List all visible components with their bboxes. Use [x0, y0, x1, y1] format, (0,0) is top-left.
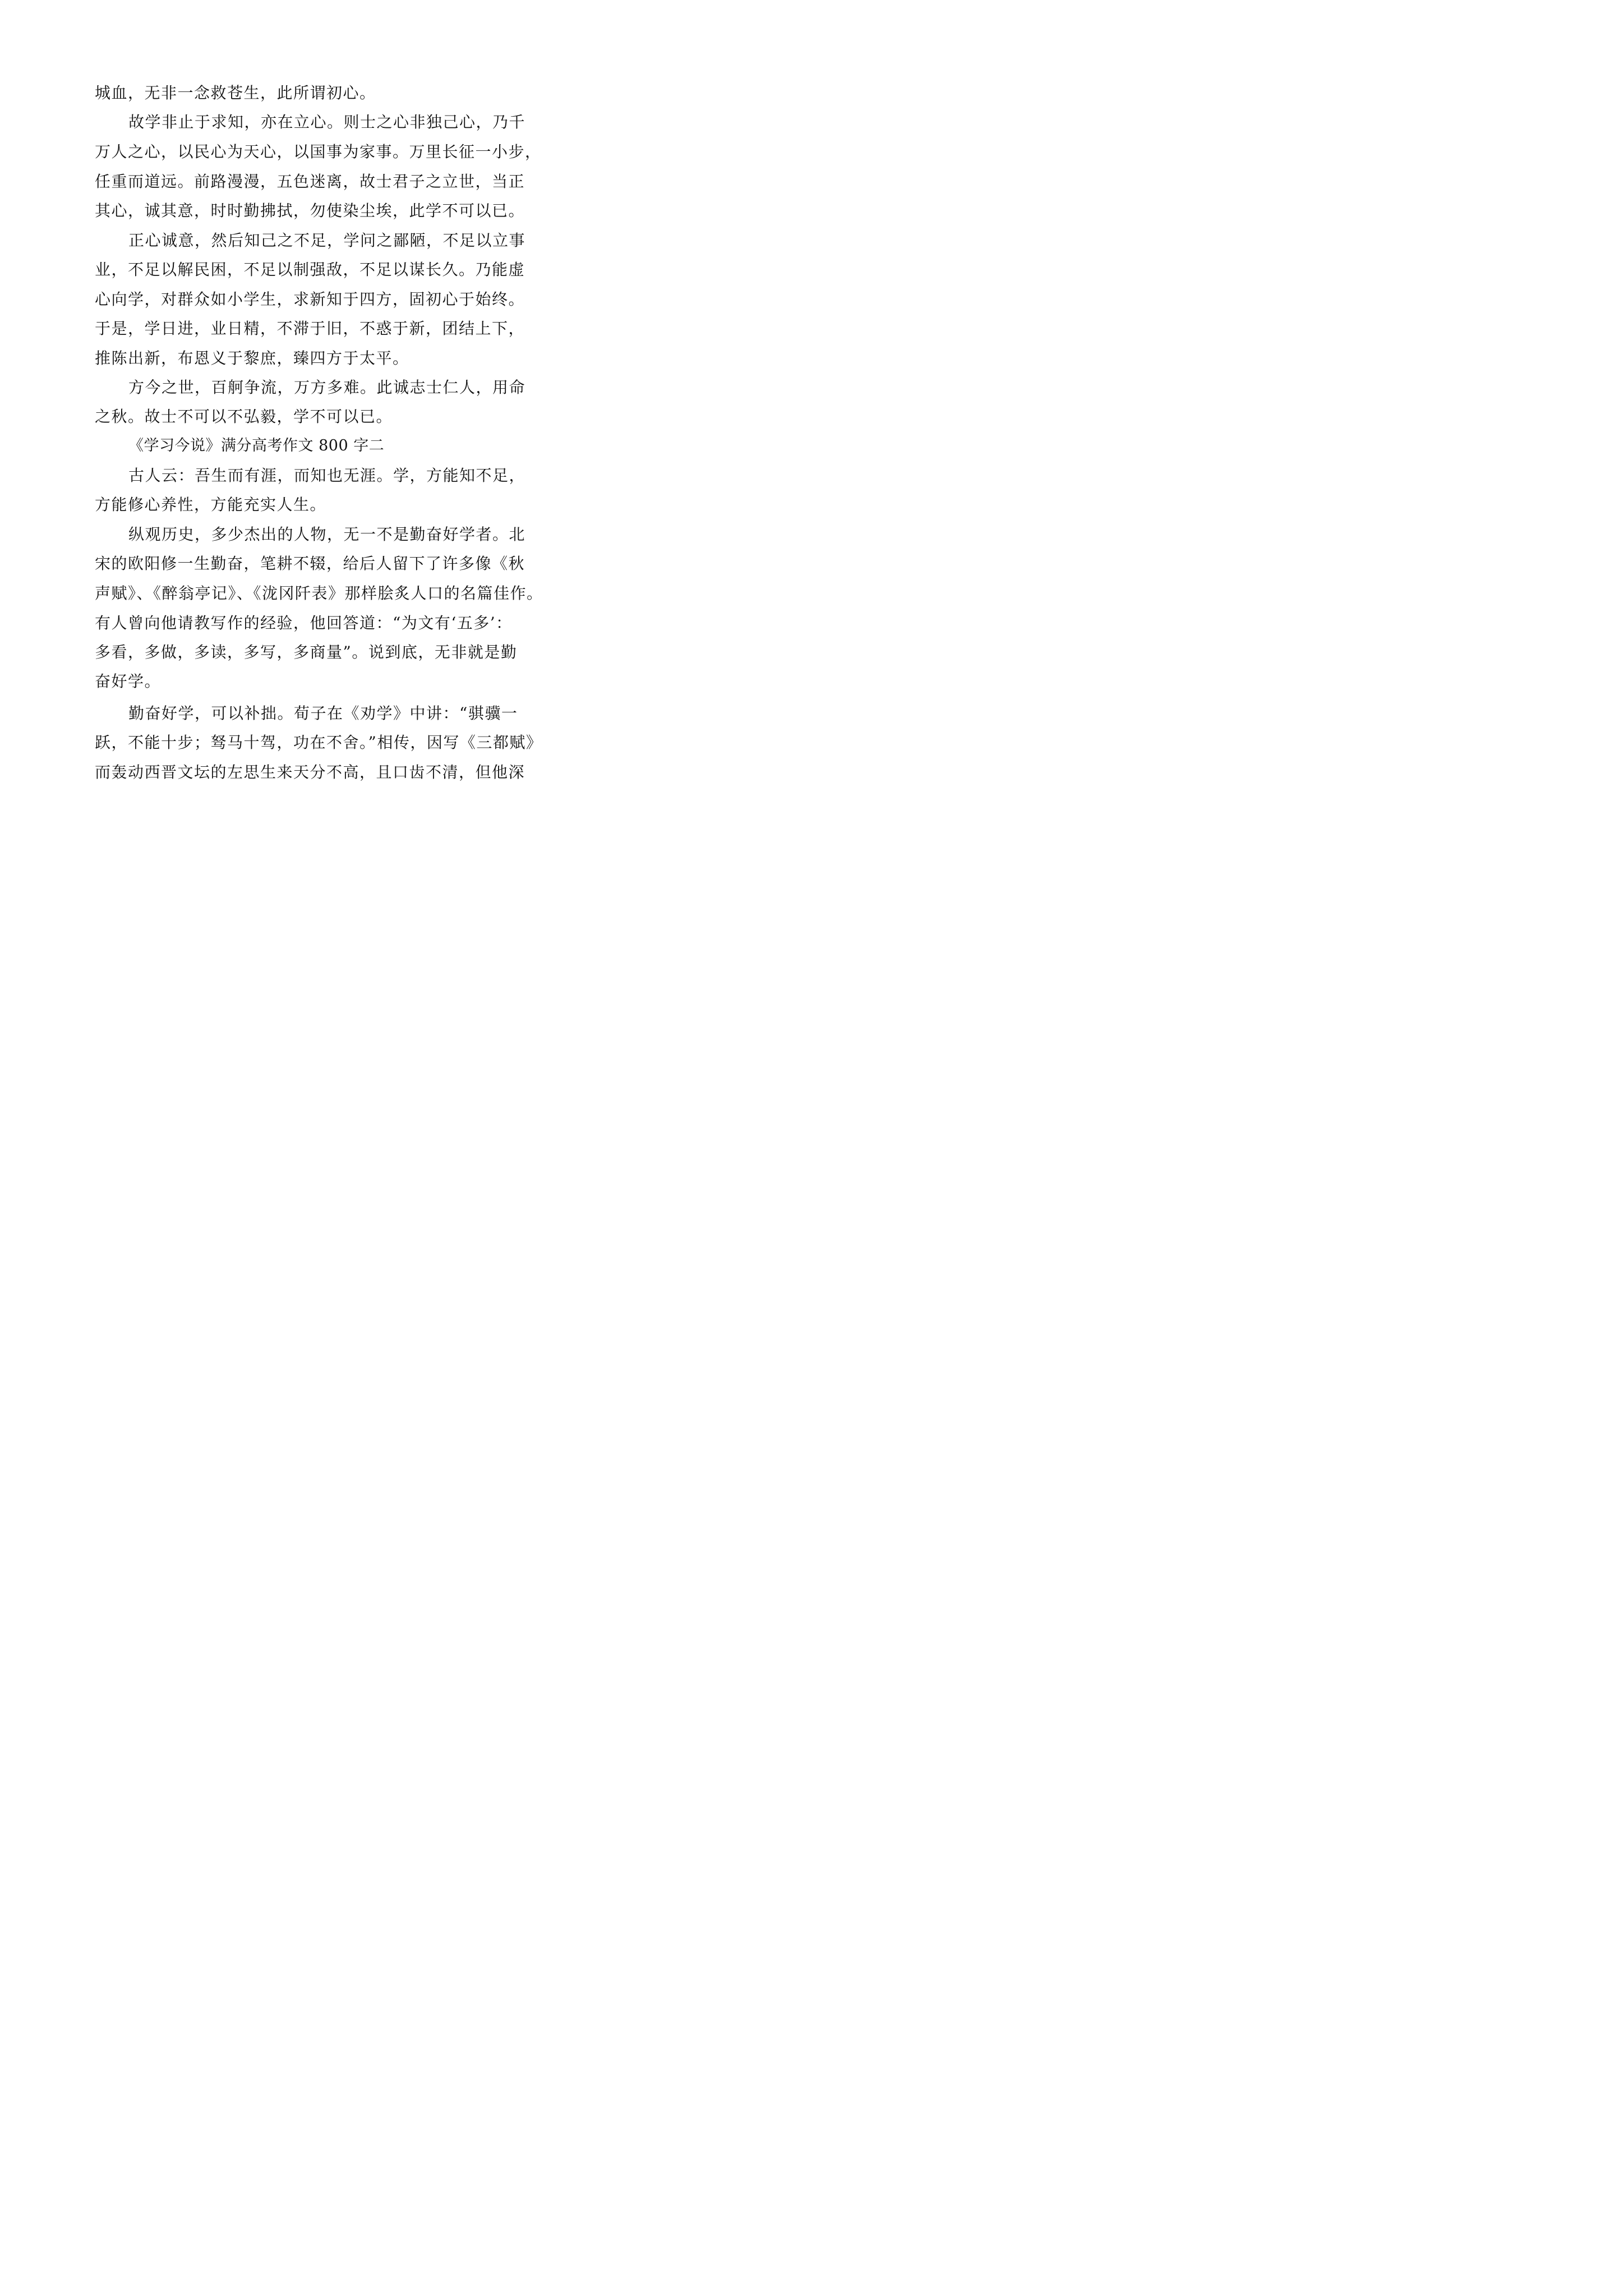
- text-line: 故学非止于求知，亦在立心。则士之心非独己心，乃千: [128, 113, 526, 131]
- text-line: 心向学，对群众如小学生，求新知于四方，固初心于始终。: [95, 290, 525, 309]
- text-line: 业，不足以解民困，不足以制强敌，不足以谋长久。乃能虚: [95, 260, 525, 279]
- text-line: 跃，不能十步；驽马十驾，功在不舍。”相传，因写《三都赋》: [95, 733, 543, 752]
- text-line: 声赋》、《醉翁亭记》、《泷冈阡表》那样脍炙人口的名篇佳作。: [95, 584, 543, 602]
- text-line: 勤奋好学，可以补拙。荀子在《劝学》中讲：“骐骥一: [128, 704, 518, 723]
- text-line: 有人曾向他请教写作的经验，他回答道：“为文有‘五多’：: [95, 614, 513, 632]
- text-line: 古人云：吾生而有涯，而知也无涯。学，方能知不足，: [128, 466, 526, 485]
- text-line: 宋的欧阳修一生勤奋，笔耕不辍，给后人留下了许多像《秋: [95, 554, 525, 573]
- text-line: 纵观历史，多少杰出的人物，无一不是勤奋好学者。北: [128, 525, 526, 544]
- text-line: 而轰动西晋文坛的左思生来天分不高，且口齿不清，但他深: [95, 763, 525, 781]
- text-line: 推陈出新，布恩义于黎庶，臻四方于太平。: [95, 349, 409, 367]
- text-line: 万人之心，以民心为天心，以国事为家事。万里长征一小步，: [95, 142, 542, 161]
- document-page: [0, 0, 619, 875]
- text-line: 其心，诚其意，时时勤拂拭，勿使染尘埃，此学不可以已。: [95, 201, 525, 220]
- text-line: 多看，多做，多读，多写，多商量”。说到底，无非就是勤: [95, 643, 518, 661]
- text-line: 城血，无非一念救苍生，此所谓初心。: [95, 84, 376, 102]
- text-line: 方今之世，百舸争流，万方多难。此诚志士仁人，用命: [128, 378, 526, 397]
- text-line: 之秋。故士不可以不弘毅，学不可以已。: [95, 407, 393, 426]
- text-line: 正心诚意，然后知己之不足，学问之鄙陋，不足以立事: [128, 231, 526, 250]
- text-line: 方能修心养性，方能充实人生。: [95, 495, 327, 514]
- section-heading: 《学习今说》满分高考作文 800 字二: [128, 437, 385, 454]
- text-line: 于是，学日进，业日精，不滞于旧，不惑于新，团结上下，: [95, 319, 525, 338]
- text-line: 奋好学。: [95, 672, 162, 691]
- text-line: 任重而道远。前路漫漫，五色迷离，故士君子之立世，当正: [95, 172, 525, 191]
